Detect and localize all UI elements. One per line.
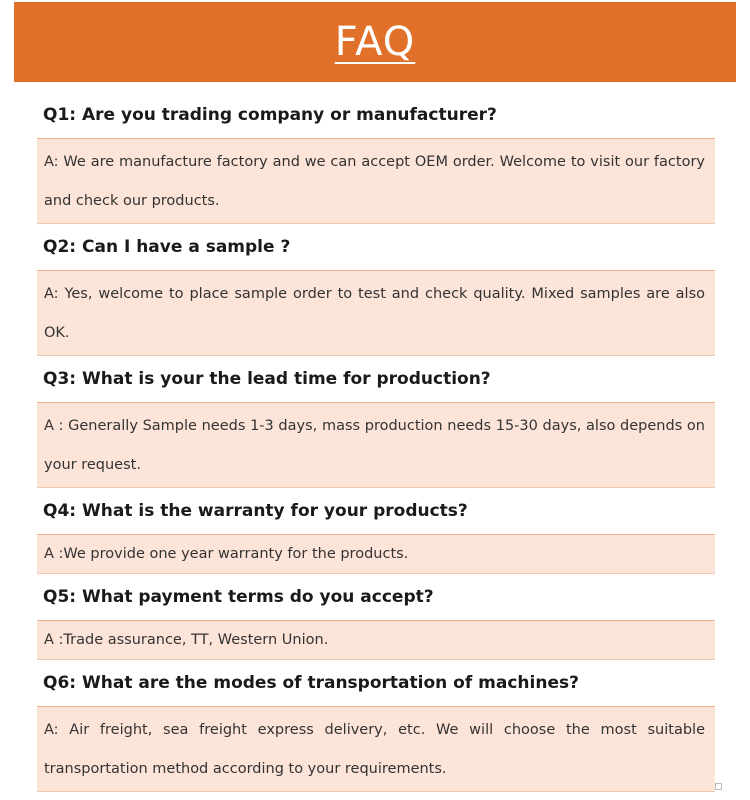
- faq-header: [14, 2, 736, 82]
- faq-item-2: [37, 224, 715, 356]
- faq-answer-1: A: We are manufacture factory and we can accept OEM order. Welcome to visit our factory and check our products.: [37, 138, 715, 224]
- faq-answer-4: A :We provide one year warranty for the products.: [37, 534, 715, 574]
- faq-answer-6: A: Air freight, sea freight express delivery, etc. We will choose the most suitable transportation method according to your requirements.: [37, 706, 715, 792]
- faq-answer-2: A: Yes, welcome to place sample order to test and check quality. Mixed samples are also OK.: [37, 270, 715, 356]
- faq-question-4: Q4: What is the warranty for your products?: [43, 501, 468, 521]
- faq-item-4: [37, 488, 715, 574]
- faq-question-5: Q5: What payment terms do you accept?: [43, 587, 434, 607]
- corner-handle-icon: [715, 783, 722, 790]
- faq-item-6: [37, 660, 715, 792]
- faq-question-6: Q6: What are the modes of transportation of machines?: [43, 673, 579, 693]
- faq-item-3: [37, 356, 715, 488]
- faq-question-1: Q1: Are you trading company or manufacturer?: [43, 105, 497, 125]
- faq-question-3: Q3: What is your the lead time for production?: [43, 369, 491, 389]
- faq-question-2: Q2: Can I have a sample ?: [43, 237, 291, 257]
- faq-answer-3: A : Generally Sample needs 1-3 days, mass production needs 15-30 days, also depends on your request.: [37, 402, 715, 488]
- faq-answer-5: A :Trade assurance, TT, Western Union.: [37, 620, 715, 660]
- faq-title: FAQ: [334, 19, 416, 65]
- faq-item-5: [37, 574, 715, 660]
- faq-item-1: [37, 92, 715, 224]
- faq-list: [37, 92, 715, 792]
